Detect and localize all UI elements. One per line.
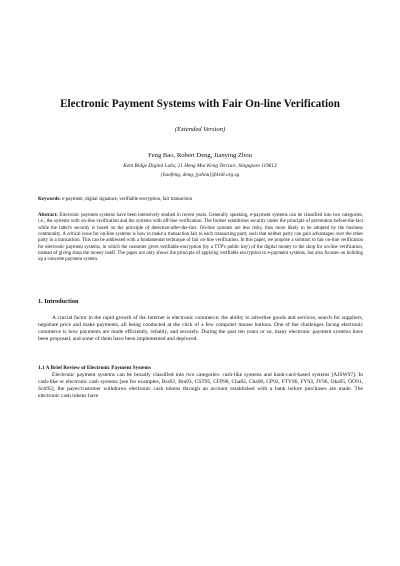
keywords-label: Keywords:	[38, 197, 61, 202]
author-affiliation: Kent Ridge Digital Labs, 21 Heng Mui Keng Terrace, Singapore 119613	[123, 163, 277, 169]
paper-title: Electronic Payment Systems with Fair On-line Verification	[60, 98, 340, 110]
author-affiliation-block	[0, 162, 400, 179]
subsection-heading-review: 1.1 A Brief Review of Electronic Payment Systems	[38, 365, 151, 371]
author-emails: {baofeng, deng, jyzhou}@krdl.org.sg	[160, 171, 240, 178]
abstract-label: Abstract:	[38, 213, 58, 218]
paper-authors: Feng Bao, Robert Deng, Jianying Zhou	[148, 152, 252, 159]
abstract-block	[38, 213, 363, 264]
section-heading-introduction: 1. Introduction	[38, 298, 79, 305]
abstract-text: Electronic payment systems have been intensively studied in recent years. Generally speaking, e-payment systems can be classified into two categories, i.e., the systems with on-line verification and the systems with off-line verification. The former establishes security under the principle of prevention-before-the-fact while the latter's security is based on the principle of detection-after-the-fact. On-line systems are less risky, thus more likely to be adopted by the business community. A critical issue for on-line systems is how to make a transaction fair to each transacting party such that neither party can gain advantages over the other party in a transaction. This can be addressed with a fundamental technique of fair on-line verification. In this paper, we propose a solution to fair on-line verification for electronic payment systems, in which the customer gives verifiable encryption (by a TTP's public key) of the digital money to the shop for on-line verification, instead of giving shop the money itself. The paper not only shows the principle of applying verifiable encryption to e-payment systems, but also focuses on building up a concrete payment system.	[38, 213, 363, 263]
keywords-text: e-payment, digital signature, verifiable encryption, fair transaction	[62, 197, 193, 202]
paper-subtitle: (Extended Version)	[174, 126, 226, 133]
review-paragraph: Electronic payment systems can be broadly classified into two categories: cash-like systems and bank-card-based systems [AJSW97]. In cash-like or electronic cash systems [see for examples, Bra92, Bra93, CST95, CFP98, Cha82, Cha90, CP92, FTY96, FY93, JY96, Oka95, OO91, Sch95], the payer/customer withdraws electronic cash tokens through an account established with a bank before purchases are made. The electronic cash tokens have	[38, 372, 363, 400]
keywords-line	[38, 197, 363, 202]
introduction-paragraph: A crucial factor in the rapid growth of the Internet is electronic commerce: the ability to advertise goods and services, search for suppliers, negotiate price and make payments, all being conducted at the click of a few computer mouse buttons. One of the challenges facing electronic commerce is how payments are made efficiently, reliably, and securely. During the past ten years or so, many electronic payment systems have been proposed, and some of them have been implemented and deployed.	[38, 315, 363, 343]
